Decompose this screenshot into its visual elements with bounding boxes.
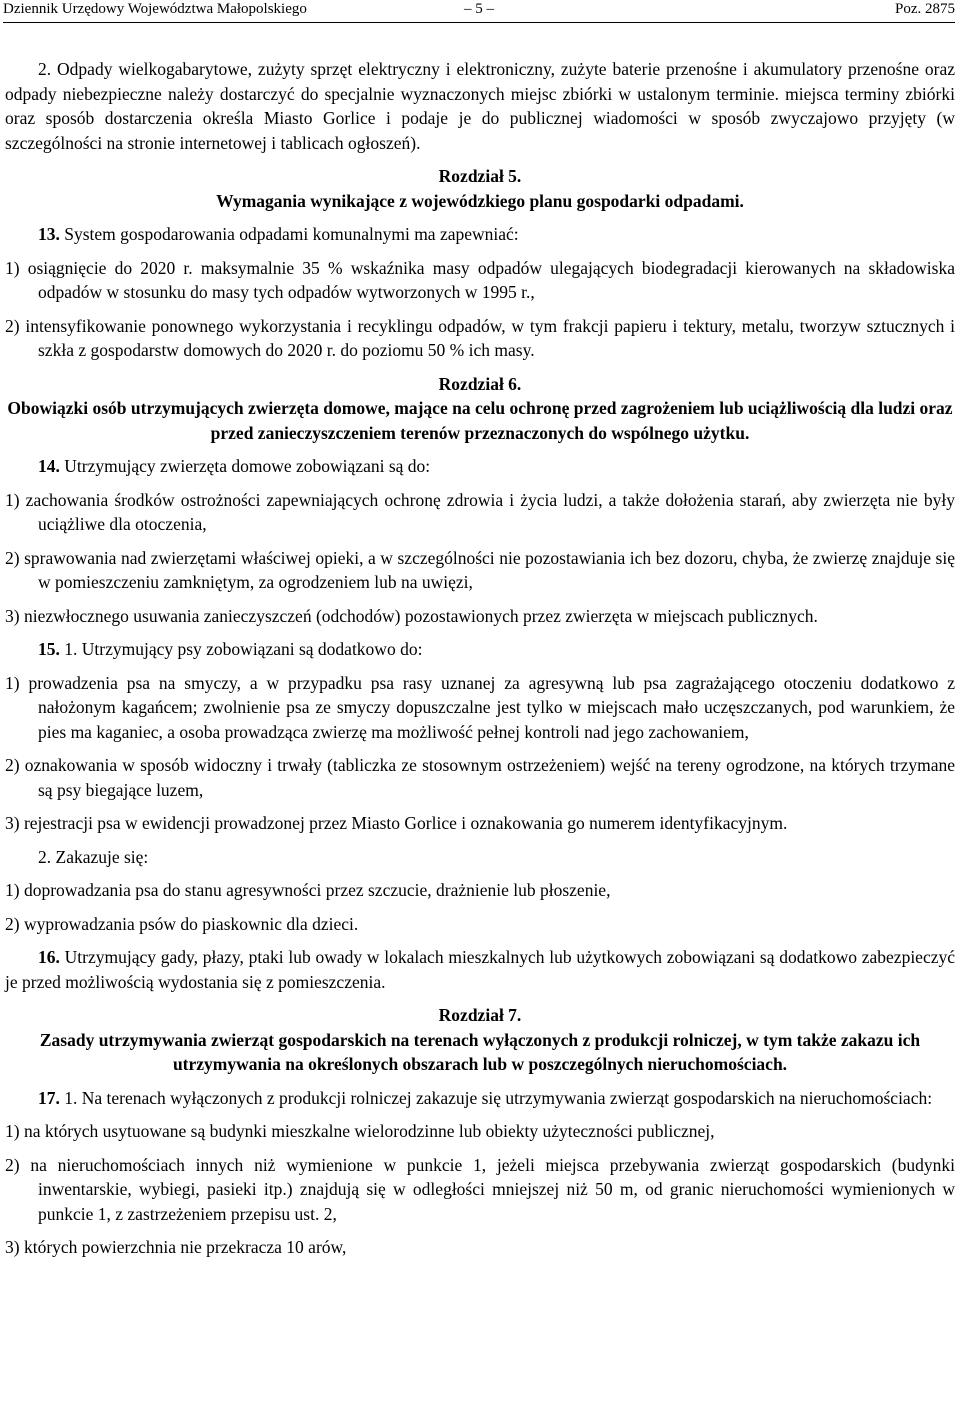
page-number: – 5 –	[464, 1, 494, 17]
position-number: Poz. 2875	[895, 1, 955, 17]
section-13-text: System gospodarowania odpadami komunalnymi ma zapewniać:	[59, 224, 519, 244]
section-15-number: 15.	[38, 639, 60, 659]
section-15-text: 1. Utrzymujący psy zobowiązani są dodatkowo do:	[59, 639, 423, 659]
chapter-6-title: Rozdział 6.	[438, 373, 522, 394]
chapter-6-subtitle: Obowiązki osób utrzymujących zwierzęta domowe, mające na celu ochronę przed zagrożeniem lub uciążliwością dla ludzi oraz przed zanieczyszczeniem terenów przeznaczonych do wspólnego użytku.	[7, 398, 953, 443]
section-15-paragraph-2: 2. Zakazuje się:	[38, 846, 149, 867]
document-body	[5, 57, 955, 1260]
section-16-number: 16.	[38, 947, 60, 967]
section-15-item-1: 1) prowadzenia psa na smyczy, a w przypadku psa rasy uznanej za agresywną lub psa zagrażającego otoczeniu dodatkowo z nałożonym kagańcem; zwolnienie psa ze smyczy dopuszczalne jest tylko w miejscach mało uczęszczanych, pod warunkiem, że pies ma kaganiec, a osoba prowadząca zwierzę ma możliwość pełnej kontroli nad jego zachowaniem,	[5, 672, 955, 742]
section-15-ban-item-2: 2) wyprowadzania psów do piaskownic dla dzieci.	[5, 913, 359, 934]
journal-title: Dziennik Urzędowy Województwa Małopolskiego	[3, 1, 307, 17]
section-16-text: Utrzymujący gady, płazy, ptaki lub owady w lokalach mieszkalnych lub użytkowych zobowiązani są dodatkowo zabezpieczyć je przed możliwością wydostania się z pomieszczenia.	[5, 947, 955, 992]
section-14-number: 14.	[38, 456, 60, 476]
section-15	[5, 637, 955, 662]
section-17-item-1: 1) na których usytuowane są budynki mieszkalne wielorodzinne lub obiekty użyteczności publicznej,	[5, 1121, 715, 1141]
section-13-number: 13.	[38, 224, 60, 244]
section-17-text: 1. Na terenach wyłączonych z produkcji rolniczej zakazuje się utrzymywania zwierząt gospodarskich na nieruchomościach:	[59, 1087, 933, 1108]
section-15-item-2: 2) oznakowania w sposób widoczny i trwały (tabliczka ze stosownym ostrzeżeniem) wejść na tereny ogrodzone, na których trzymane są psy biegające luzem,	[5, 755, 955, 800]
chapter-5-title: Rozdział 5.	[438, 166, 522, 186]
chapter-7-title: Rozdział 7.	[438, 1005, 522, 1025]
page-header	[3, 0, 955, 23]
section-13-item-2: 2) intensyfikowanie ponownego wykorzystania i recyklingu odpadów, w tym frakcji papieru i tektury, metalu, tworzyw sztucznych i szkła z gospodarstw domowych do 2020 r. do poziomu 50 % ich masy.	[5, 315, 955, 360]
section-16	[5, 945, 955, 994]
section-14-item-2: 2) sprawowania nad zwierzętami właściwej opieki, a w szczególności nie pozostawiania ich bez dozoru, chyba, że zwierzę znajduje się w pomieszczeniu zamkniętym, za ogrodzeniem lub na uwięzi,	[5, 547, 955, 592]
section-14-text: Utrzymujący zwierzęta domowe zobowiązani są do:	[59, 456, 431, 476]
section-17	[5, 1086, 955, 1111]
section-17-item-2: 2) na nieruchomościach innych niż wymienione w punkcie 1, jeżeli miejsca przebywania zwierząt gospodarskich (budynki inwentarskie, wybiegi, pasieki itp.) znajdują się w odległości mniejszej niż 50 m, od granic nieruchomości wymienionych w punkcie 1, z zastrzeżeniem przepisu ust. 2,	[5, 1154, 955, 1224]
chapter-5-subtitle: Wymagania wynikające z wojewódzkiego planu gospodarki odpadami.	[216, 190, 744, 211]
section-14-item-3: 3) niezwłocznego usuwania zanieczyszczeń (odchodów) pozostawionych przez zwierzęta w miejscach publicznych.	[5, 605, 818, 626]
section-14	[5, 454, 955, 479]
chapter-7-subtitle: Zasady utrzymywania zwierząt gospodarskich na terenach wyłączonych z produkcji rolniczej, w tym także zakazu ich utrzymywania na określonych obszarach lub w poszczególnych nieruchomościach.	[39, 1029, 921, 1074]
section-13-item-1: 1) osiągnięcie do 2020 r. maksymalnie 35 % wskaźnika masy odpadów ulegających biodegradacji kierowanych na składowiska odpadów w stosunku do masy tych odpadów wytworzonych w 1995 r.,	[5, 257, 955, 302]
section-15-item-3: 3) rejestracji psa w ewidencji prowadzonej przez Miasto Gorlice i oznakowania go numerem identyfikacyjnym.	[5, 813, 788, 833]
section-17-item-3: 3) których powierzchnia nie przekracza 10 arów,	[5, 1237, 347, 1257]
section-15-ban-item-1: 1) doprowadzania psa do stanu agresywności przez szczucie, drażnienie lub płoszenie,	[5, 880, 611, 900]
section-14-item-1: 1) zachowania środków ostrożności zapewniających ochronę zdrowia i życia ludzi, a także dołożenia starań, aby zwierzęta nie były uciążliwe dla otoczenia,	[5, 489, 955, 534]
paragraph-2: 2. Odpady wielkogabarytowe, zużyty sprzęt elektryczny i elektroniczny, zużyte baterie przenośne i akumulatory przenośne oraz odpady niebezpieczne należy dostarczyć do specjalnie wyznaczonych miejsc zbiórki w ustalonym terminie. miejsca terminy zbiórki oraz sposób dostarczenia określa Miasto Gorlice i podaje je do publicznej wiadomości w sposób zwyczajowo przyjęty (w szczególności na stronie internetowej i tablicach ogłoszeń).	[5, 59, 955, 153]
section-13	[5, 222, 955, 247]
section-17-number: 17.	[38, 1087, 60, 1108]
